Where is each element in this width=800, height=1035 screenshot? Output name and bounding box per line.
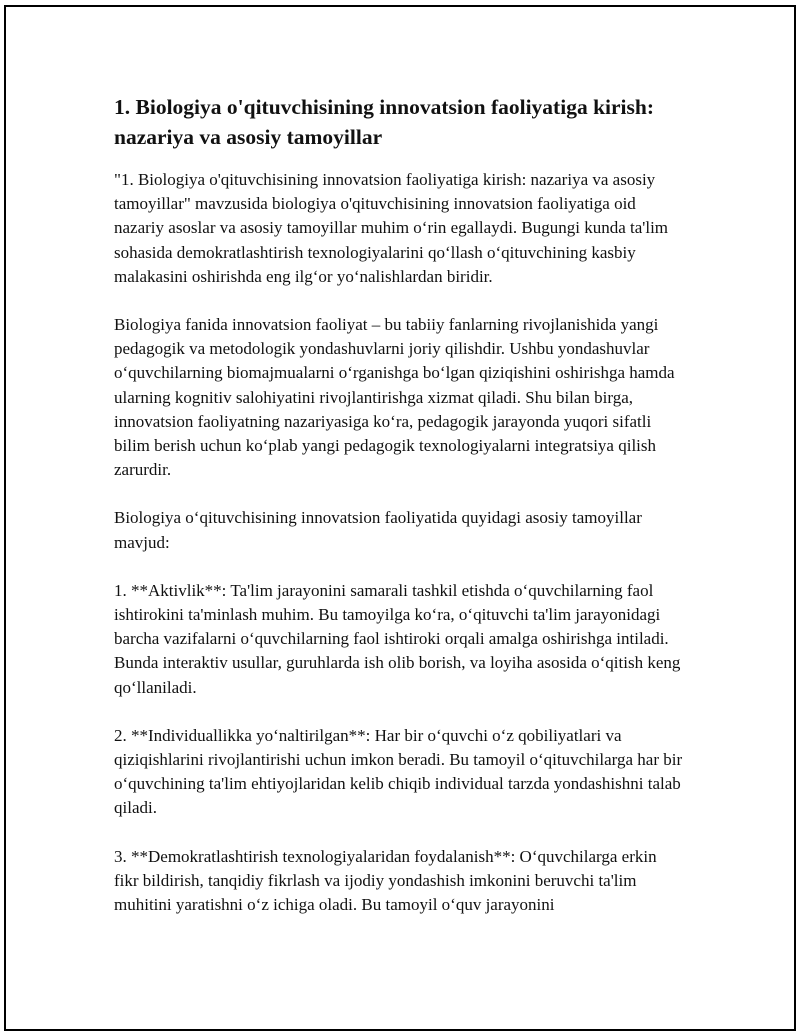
paragraph-principles-intro: Biologiya o‘qituvchisining innovatsion faoliyatida quyidagi asosiy tamoyillar mavjud: — [114, 508, 642, 552]
paragraph-principle-activity: 1. **Aktivlik**: Ta'lim jarayonini samarali tashkil etishda o‘quvchilarning faol ishtirokini ta'minlash muhim. Bu tamoyilga ko‘ra, o‘qituvchi ta'lim jarayonidagi barcha vazifalarni o‘quvchilarning faol ishtiroki orqali amalga oshirishga intiladi. Bunda interaktiv usullar, guruhlarda ish olib borish, va loyiha asosida o‘qitish keng qo‘llaniladi. — [114, 580, 681, 697]
paragraph-principle-democratization: 3. **Demokratlashtirish texnologiyalaridan foydalanish**: O‘quvchilarga erkin fikr bildirish, tanqidiy fikrlash va ijodiy yondashish imkonini beruvchi ta'lim muhitini yaratishni o‘z ichiga oladi. Bu tamoyil o‘quv jarayonini — [114, 846, 657, 915]
document-body — [114, 92, 684, 941]
document-title: 1. Biologiya o'qituvchisining innovatsion faoliyatiga kirish: nazariya va asosiy tamoyillar — [114, 95, 654, 149]
paragraph-intro: "1. Biologiya o'qituvchisining innovatsion faoliyatiga kirish: nazariya va asosiy tamoyillar" mavzusida biologiya o'qituvchisining innovatsion faoliyatiga oid nazariy asoslar va asosiy tamoyillar muhim o‘rin egallaydi. Bugungi kunda ta'lim sohasida demokratlashtirish texnologiyalarini qo‘llash o‘qituvchining kasbiy malakasini oshirishda eng ilg‘or yo‘nalishlardan biridir. — [114, 170, 669, 286]
paragraph-principle-individual: 2. **Individuallikka yo‘naltirilgan**: Har bir o‘quvchi o‘z qobiliyatlari va qiziqishlarini rivojlantirishi uchun imkon beradi. Bu tamoyil o‘qituvchilarga har bir o‘quvchining ta'lim ehtiyojlaridan kelib chiqib individual tarzda yondashishni talab qiladi. — [114, 725, 683, 818]
paragraph-innovation: Biologiya fanida innovatsion faoliyat – bu tabiiy fanlarning rivojlanishida yangi pedagogik va metodologik yondashuvlarni joriy qilishdir. Ushbu yondashuvlar o‘quvchilarning biomajmualarni o‘rganishga bo‘lgan qiziqishini oshirishga hamda ularning kognitiv salohiyatini rivojlantirishga xizmat qiladi. Shu bilan birga, innovatsion faoliyatning nazariyasiga ko‘ra, pedagogik jarayonda yuqori sifatli bilim berish uchun ko‘plab yangi pedagogik texnologiyalarni integratsiya qilish zarurdir. — [114, 315, 675, 480]
